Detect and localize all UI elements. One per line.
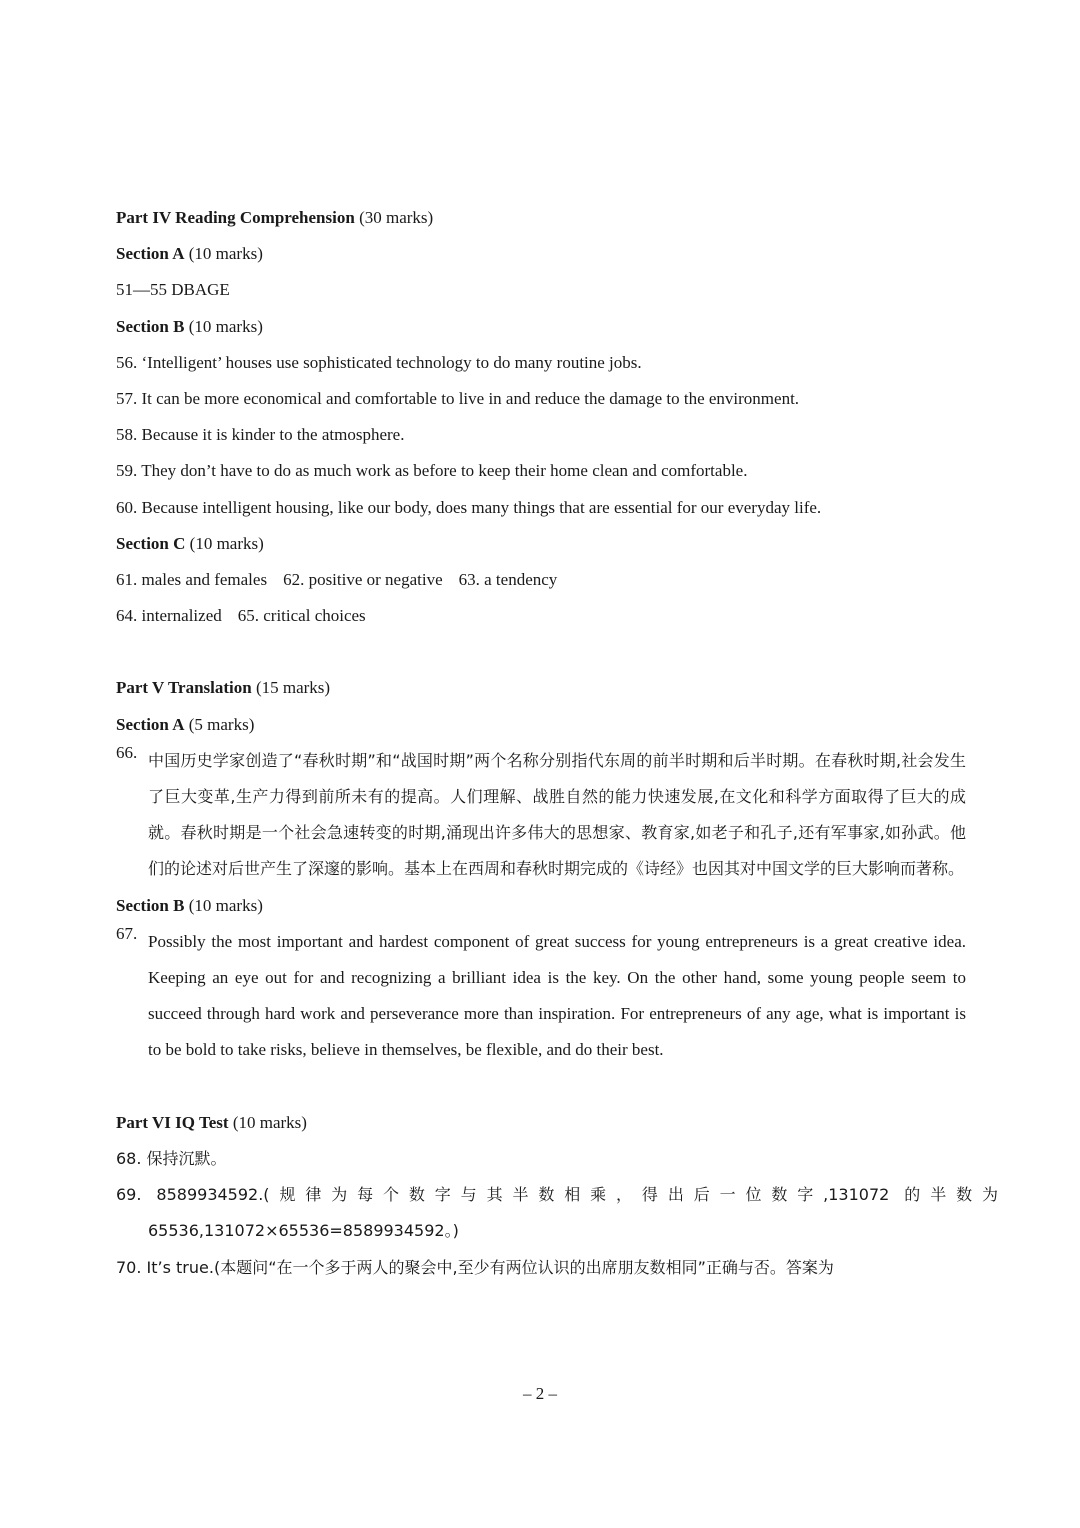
section-title: Section A: [116, 244, 185, 264]
item-number: 66.: [116, 742, 138, 762]
section-marks: (5 marks): [188, 714, 255, 734]
answer-57: 57. It can be more economical and comfortable to live in and reduce the damage to the environment.: [116, 388, 800, 408]
answer-64: 64. internalized: [116, 606, 222, 626]
answer-59: 59. They don’t have to do as much work as before to keep their home clean and comfortable.: [116, 461, 748, 481]
section-marks: (10 marks): [189, 533, 264, 553]
answer-58: 58. Because it is kinder to the atmosphere.: [116, 425, 405, 445]
answer-56: 56. ‘Intelligent’ houses use sophisticated technology to do many routine jobs.: [116, 352, 642, 372]
translation-text: Possibly the most important and hardest component of great success for young entrepreneurs is a great creative idea. Keeping an eye out for and recognizing a brilliant idea is the key. On the other hand, some young people seem to succeed through hard work and perseverance more than inspiration. For entrepreneurs of any age, what is important is to be bold to take risks, believe in themselves, be flexible, and do their best.: [148, 931, 966, 1060]
answer-68: 68. 保持沉默。: [116, 1149, 227, 1168]
answer-62: 62. positive or negative: [283, 569, 443, 589]
translation-text: 中国历史学家创造了“春秋时期”和“战国时期”两个名称分别指代东周的前半时期和后半时期。在春秋时期,社会发生了巨大变革,生产力得到前所未有的提高。人们理解、战胜自然的能力快速发展,在文化和科学方面取得了巨大的成就。春秋时期是一个社会急速转变的时期,涌现出许多伟大的思想家、教育家,如老子和孔子,还有军事家,如孙武。他们的论述对后世产生了深邃的影响。基本上在西周和春秋时期完成的《诗经》也因其对中国文学的巨大影响而著称。: [148, 750, 966, 879]
item-number: 67.: [116, 923, 138, 943]
answer-66: [116, 743, 966, 888]
section-marks: (10 marks): [188, 244, 263, 264]
section-c-heading: [116, 526, 966, 562]
part-title: Part VI IQ Test: [116, 1112, 229, 1132]
section-title: Section B: [116, 316, 185, 336]
section-title: Section A: [116, 714, 185, 734]
part-marks: (15 marks): [255, 678, 331, 698]
part-marks: (10 marks): [232, 1112, 307, 1132]
part-marks: (30 marks): [359, 208, 434, 227]
spacer: [116, 1069, 966, 1105]
section-a-heading: [116, 707, 966, 743]
spacer: [116, 634, 966, 670]
answer-key-page: [116, 200, 998, 1286]
part-iv-heading: [116, 200, 966, 236]
answer-69: 69. 8589934592.(规律为每个数字与其半数相乘，得出后一位数字,131072 的半数为 65536,131072×65536=8589934592。): [116, 1185, 998, 1241]
answer-61: 61. males and females: [116, 569, 268, 589]
page-number: – 2 –: [523, 1384, 557, 1403]
part-title: Part IV Reading Comprehension: [116, 208, 355, 227]
answers-61-63: [116, 562, 966, 598]
answer-70: 70. It’s true.(本题问“在一个多于两人的聚会中,至少有两位认识的出席朋友数相同”正确与否。答案为: [116, 1257, 834, 1277]
section-title: Section C: [116, 533, 186, 553]
section-marks: (10 marks): [188, 316, 263, 336]
part-title: Part V Translation: [116, 678, 252, 698]
section-b-heading: [116, 309, 966, 345]
answer-51-55: 51—55 DBAGE: [116, 280, 230, 300]
answer-63: 63. a tendency: [458, 569, 558, 589]
answer-60: 60. Because intelligent housing, like our body, does many things that are essential for our everyday life.: [116, 497, 822, 517]
answer-67: [116, 924, 966, 1069]
section-marks: (10 marks): [188, 895, 263, 915]
section-a-heading: [116, 236, 966, 272]
answers-64-65: [116, 598, 966, 634]
section-title: Section B: [116, 895, 185, 915]
part-v-heading: [116, 670, 966, 706]
answer-65: 65. critical choices: [237, 606, 366, 626]
section-b-heading: [116, 888, 966, 924]
part-vi-heading: [116, 1105, 966, 1141]
